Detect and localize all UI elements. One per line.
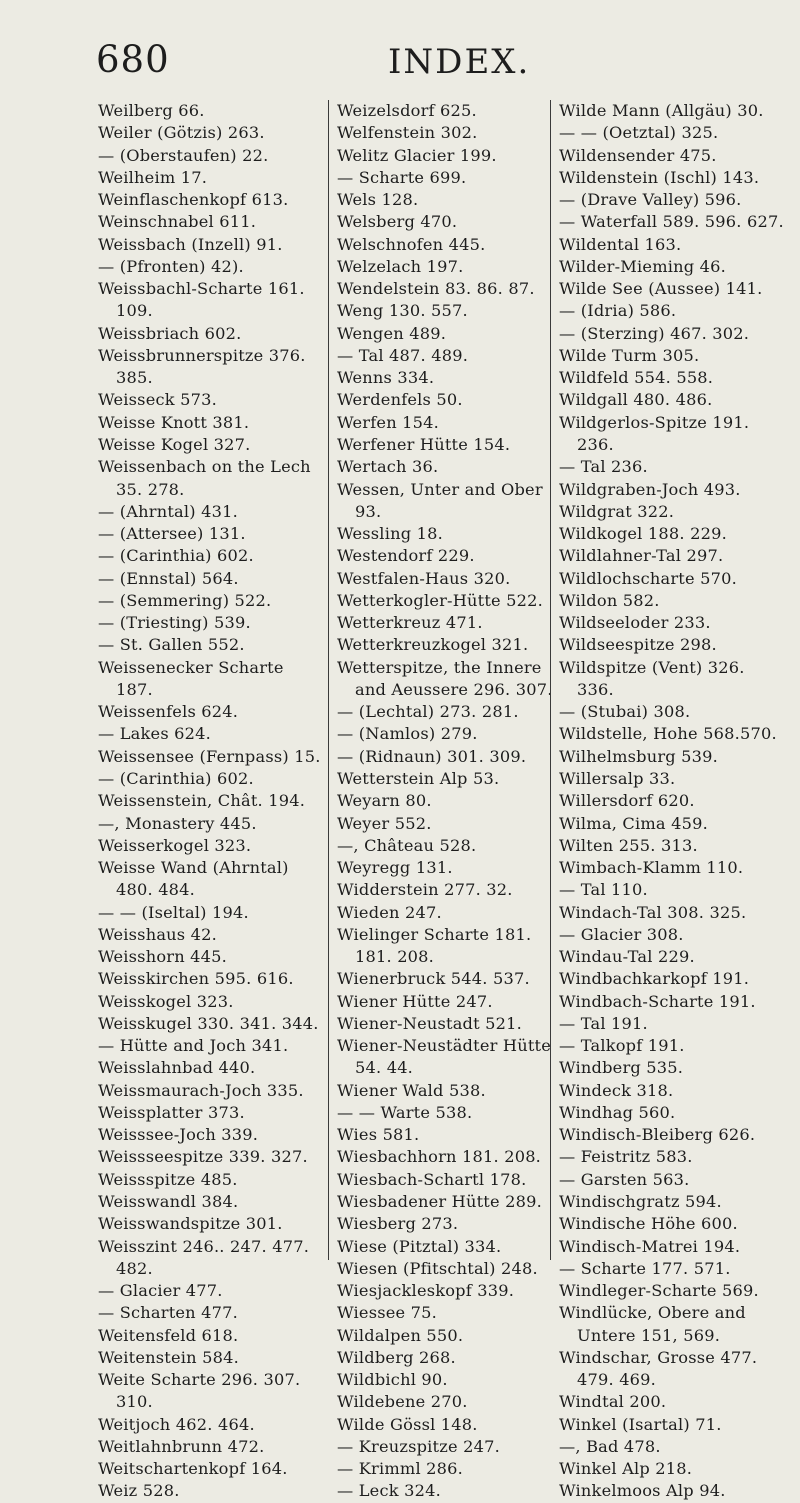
- index-entry: — Glacier 308.: [559, 924, 684, 944]
- index-entry: Wildkogel 188. 229.: [559, 524, 727, 544]
- index-entry: Wiener-Neustadt 521.: [337, 1013, 523, 1033]
- index-entry: Wildebene 270.: [337, 1392, 468, 1412]
- index-entry: —, Monastery 445.: [98, 813, 257, 833]
- index-entry: Weitensfeld 618.: [98, 1325, 239, 1345]
- index-entry: — (Drave Valley) 596.: [559, 190, 742, 210]
- index-entry: Windlücke, Obere and: [559, 1303, 746, 1323]
- index-entry: — Leck 324.: [337, 1481, 441, 1501]
- index-entry: Wildental 163.: [559, 234, 682, 254]
- index-entry: 480. 484.: [116, 880, 196, 900]
- index-entry: Weissplatter 373.: [98, 1102, 245, 1122]
- index-entry: — (Carinthia) 602.: [98, 768, 254, 788]
- index-entry: — — (Iseltal) 194.: [98, 902, 249, 922]
- index-entry: Werfener Hütte 154.: [337, 434, 511, 454]
- index-entry: Weissbriach 602.: [98, 323, 242, 343]
- index-entry: — Scharte 177. 571.: [559, 1258, 731, 1278]
- index-entry: 336.: [577, 679, 614, 699]
- index-entry: Windau-Tal 229.: [559, 947, 695, 967]
- index-entry: Welsberg 470.: [337, 212, 458, 232]
- index-entry: 35. 278.: [116, 479, 185, 499]
- index-entry: Weissbachl-Scharte 161.: [98, 279, 305, 299]
- page-number: 680: [96, 38, 170, 81]
- index-entry: Weisshaus 42.: [98, 924, 217, 944]
- index-entry: Weisse Kogel 327.: [98, 434, 251, 454]
- index-entry: Windbachkarkopf 191.: [559, 969, 750, 989]
- index-entry: Wilde Mann (Allgäu) 30.: [559, 101, 764, 120]
- index-entry: — (Ennstal) 564.: [98, 568, 239, 588]
- index-entry: Wengen 489.: [337, 323, 447, 343]
- index-entry: Weisssee-Joch 339.: [98, 1125, 259, 1145]
- index-entry: — (Sterzing) 467. 302.: [559, 323, 750, 343]
- index-entry: Wieden 247.: [337, 902, 442, 922]
- index-entry: — Garsten 563.: [559, 1169, 690, 1189]
- index-column-1: [98, 100, 320, 1503]
- index-entry: Winkelmoos Alp 94.: [559, 1481, 726, 1501]
- index-entry: — (Ahrntal) 431.: [98, 501, 238, 521]
- index-entry: Windach-Tal 308. 325.: [559, 902, 747, 922]
- index-entry: Wiesbadener Hütte 289.: [337, 1192, 542, 1212]
- index-entry: — (Ridnaun) 301. 309.: [337, 746, 527, 766]
- index-entry: Wildfeld 554. 558.: [559, 368, 714, 388]
- index-entry: Windtal 200.: [559, 1392, 667, 1412]
- index-entry: — Waterfall 589. 596. 627.: [559, 212, 784, 232]
- index-entry: Weinflaschenkopf 613.: [98, 190, 289, 210]
- index-entry: Wilde Gössl 148.: [337, 1414, 478, 1434]
- index-column-2: [328, 100, 559, 1501]
- index-entry: Wildgrat 322.: [559, 501, 675, 521]
- index-entry: — (Lechtal) 273. 281.: [337, 702, 519, 722]
- index-entry: — Feistritz 583.: [559, 1147, 693, 1167]
- index-entry: Wielinger Scharte 181.: [337, 924, 532, 944]
- index-entry: — Glacier 477.: [98, 1281, 223, 1301]
- index-entry: Wildgerlos-Spitze 191.: [559, 412, 750, 432]
- index-entry: Wilma, Cima 459.: [559, 813, 708, 833]
- index-entry: Wildlahner-Tal 297.: [559, 546, 724, 566]
- index-entry: Weisslahnbad 440.: [98, 1058, 256, 1078]
- index-entry: Wels 128.: [337, 190, 419, 210]
- index-entry: Untere 151, 569.: [577, 1325, 721, 1345]
- index-entry: Wildbichl 90.: [337, 1370, 448, 1390]
- index-entry: Weissenfels 624.: [98, 702, 239, 722]
- index-entry: 181. 208.: [355, 947, 435, 967]
- index-entry: Wiesbachhorn 181. 208.: [337, 1147, 542, 1167]
- index-entry: Wildseespitze 298.: [559, 635, 717, 655]
- index-entry: Wiesbach-Schartl 178.: [337, 1169, 527, 1189]
- index-entry: Weilberg 66.: [98, 101, 205, 120]
- index-entry: Weiz 528.: [98, 1481, 180, 1501]
- page-title: INDEX.: [388, 42, 531, 82]
- index-entry: Weitlahnbrunn 472.: [98, 1436, 265, 1456]
- index-entry: — Tal 487. 489.: [337, 345, 469, 365]
- index-entry: Weitjoch 462. 464.: [98, 1414, 255, 1434]
- index-entry: — (Idria) 586.: [559, 301, 677, 321]
- index-entry: — Tal 236.: [559, 457, 648, 477]
- index-entry: Windisch-Bleiberg 626.: [559, 1125, 756, 1145]
- index-entry: Wiesjackleskopf 339.: [337, 1281, 515, 1301]
- index-entry: Wildstelle, Hohe 568.570.: [559, 724, 777, 744]
- index-entry: Weilheim 17.: [98, 167, 208, 187]
- index-entry: — — (Oetztal) 325.: [559, 123, 719, 143]
- index-entry: 385.: [116, 368, 153, 388]
- index-entry: — Lakes 624.: [98, 724, 212, 744]
- index-entry: Windischgratz 594.: [559, 1192, 722, 1212]
- index-entry: Wildon 582.: [559, 590, 660, 610]
- index-entry: Windeck 318.: [559, 1080, 674, 1100]
- index-entry: Wies 581.: [337, 1125, 420, 1145]
- index-entry: Widderstein 277. 32.: [337, 880, 513, 900]
- index-entry: Wetterstein Alp 53.: [337, 768, 500, 788]
- index-entry: 187.: [116, 679, 153, 699]
- index-entry: — (Oberstaufen) 22.: [98, 145, 269, 165]
- index-entry: Wetterkogler-Hütte 522.: [337, 590, 544, 610]
- index-entry: — (Carinthia) 602.: [98, 546, 254, 566]
- index-entry: Wildgall 480. 486.: [559, 390, 713, 410]
- index-entry: Weisskogel 323.: [98, 991, 234, 1011]
- index-entry: — Krimml 286.: [337, 1459, 464, 1479]
- index-entry: Welschnofen 445.: [337, 234, 486, 254]
- index-entry: Weisshorn 445.: [98, 947, 228, 967]
- index-entry: Weissenecker Scharte: [98, 657, 284, 677]
- page-header: [0, 40, 800, 100]
- index-entry: Wiessee 75.: [337, 1303, 437, 1323]
- index-entry: — (Pfronten) 42).: [98, 256, 244, 276]
- index-entry: Weissbrunnerspitze 376.: [98, 345, 306, 365]
- index-entry: Weissspitze 485.: [98, 1169, 238, 1189]
- index-entry: — Kreuzspitze 247.: [337, 1436, 500, 1456]
- index-entry: Weiler (Götzis) 263.: [98, 123, 265, 143]
- index-entry: Wimbach-Klamm 110.: [559, 858, 744, 878]
- index-entry: Wildenstein (Ischl) 143.: [559, 167, 760, 187]
- index-entry: Wilhelmsburg 539.: [559, 746, 719, 766]
- index-entry: Wienerbruck 544. 537.: [337, 969, 530, 989]
- index-entry: — Scharten 477.: [98, 1303, 239, 1323]
- index-entry: Weissenbach on the Lech: [98, 457, 311, 477]
- index-entry: Weisserkogel 323.: [98, 835, 252, 855]
- index-entry: — Tal 191.: [559, 1013, 648, 1033]
- index-entry: — Tal 110.: [559, 880, 648, 900]
- index-entry: Wildensender 475.: [559, 145, 717, 165]
- index-entry: 236.: [577, 434, 614, 454]
- index-entry: — Scharte 699.: [337, 167, 467, 187]
- index-entry: Weissbach (Inzell) 91.: [98, 234, 283, 254]
- index-entry: Windisch-Matrei 194.: [559, 1236, 741, 1256]
- index-entry: Weng 130. 557.: [337, 301, 468, 321]
- index-entry: Winkel (Isartal) 71.: [559, 1414, 722, 1434]
- index-entry: — — Warte 538.: [337, 1102, 473, 1122]
- index-entry: Weite Scharte 296. 307.: [98, 1370, 301, 1390]
- index-entry: — St. Gallen 552.: [98, 635, 245, 655]
- index-entry: Willersdorf 620.: [559, 791, 695, 811]
- index-entry: — (Stubai) 308.: [559, 702, 691, 722]
- index-entry: Weisse Wand (Ahrntal): [98, 858, 289, 878]
- index-entry: Wiener Wald 538.: [337, 1080, 486, 1100]
- index-entry: 310.: [116, 1392, 153, 1412]
- index-entry: Werdenfels 50.: [337, 390, 463, 410]
- index-entry: Wessen, Unter and Ober: [337, 479, 543, 499]
- index-entry: Windbach-Scharte 191.: [559, 991, 756, 1011]
- index-entry: Wildlochscharte 570.: [559, 568, 737, 588]
- index-entry: Weyregg 131.: [337, 858, 453, 878]
- index-entry: 109.: [116, 301, 153, 321]
- index-entry: Weitenstein 584.: [98, 1347, 239, 1367]
- index-entry: Windschar, Grosse 477.: [559, 1347, 758, 1367]
- index-entry: — (Attersee) 131.: [98, 524, 246, 544]
- index-entry: — Hütte and Joch 341.: [98, 1036, 289, 1056]
- index-entry: Welfenstein 302.: [337, 123, 478, 143]
- index-entry: Wildberg 268.: [337, 1347, 456, 1367]
- index-columns: [98, 100, 800, 1501]
- index-entry: Windische Höhe 600.: [559, 1214, 738, 1234]
- index-entry: Wiesberg 273.: [337, 1214, 459, 1234]
- index-entry: and Aeussere 296. 307.: [355, 679, 553, 699]
- index-entry: — Talkopf 191.: [559, 1036, 685, 1056]
- index-entry: Willersalp 33.: [559, 768, 676, 788]
- index-entry: Welzelach 197.: [337, 256, 464, 276]
- index-entry: Weisszint 246.. 247. 477.: [98, 1236, 310, 1256]
- index-entry: Westfalen-Haus 320.: [337, 568, 511, 588]
- index-entry: Wiese (Pitztal) 334.: [337, 1236, 502, 1256]
- index-entry: Wertach 36.: [337, 457, 439, 477]
- index-entry: — (Namlos) 279.: [337, 724, 478, 744]
- index-entry: Windberg 535.: [559, 1058, 684, 1078]
- index-entry: 482.: [116, 1258, 153, 1278]
- index-entry: Weinschnabel 611.: [98, 212, 257, 232]
- index-entry: Wilder-Mieming 46.: [559, 256, 726, 276]
- index-entry: —, Château 528.: [337, 835, 477, 855]
- index-entry: Weyarn 80.: [337, 791, 432, 811]
- index-entry: Wiener Hütte 247.: [337, 991, 493, 1011]
- index-entry: Wetterkreuzkogel 321.: [337, 635, 529, 655]
- index-entry: 93.: [355, 501, 382, 521]
- index-entry: Wilten 255. 313.: [559, 835, 698, 855]
- index-entry: Wetterspitze, the Innere: [337, 657, 542, 677]
- index-entry: Wildgraben-Joch 493.: [559, 479, 741, 499]
- index-entry: Wetterkreuz 471.: [337, 613, 483, 633]
- index-entry: Weissmaurach-Joch 335.: [98, 1080, 304, 1100]
- index-entry: Weizelsdorf 625.: [337, 101, 477, 120]
- index-entry: Weissseespitze 339. 327.: [98, 1147, 308, 1167]
- index-entry: Wildseeloder 233.: [559, 613, 711, 633]
- index-entry: —, Bad 478.: [559, 1436, 661, 1456]
- index-entry: Weitschartenkopf 164.: [98, 1459, 288, 1479]
- index-entry: Wildalpen 550.: [337, 1325, 464, 1345]
- index-entry: Windhag 560.: [559, 1102, 676, 1122]
- index-column-3: [550, 100, 799, 1501]
- index-entry: Weisswandl 384.: [98, 1192, 239, 1212]
- index-entry: 479. 469.: [577, 1370, 657, 1390]
- index-entry: Weisskirchen 595. 616.: [98, 969, 294, 989]
- index-entry: Werfen 154.: [337, 412, 440, 432]
- index-entry: Weisse Knott 381.: [98, 412, 250, 432]
- index-entry: Wiener-Neustädter Hütte: [337, 1036, 552, 1056]
- index-entry: Wendelstein 83. 86. 87.: [337, 279, 535, 299]
- index-entry: — (Triesting) 539.: [98, 613, 251, 633]
- index-entry: Wiesen (Pfitschtal) 248.: [337, 1258, 538, 1278]
- index-entry: 54. 44.: [355, 1058, 414, 1078]
- index-entry: Weissensee (Fernpass) 15.: [98, 746, 321, 766]
- index-entry: Winkel Alp 218.: [559, 1459, 693, 1479]
- index-entry: Weisskugel 330. 341. 344.: [98, 1013, 319, 1033]
- index-entry: Westendorf 229.: [337, 546, 475, 566]
- index-entry: Wildspitze (Vent) 326.: [559, 657, 745, 677]
- index-entry: — (Semmering) 522.: [98, 590, 272, 610]
- index-entry: Wessling 18.: [337, 524, 443, 544]
- index-entry: Wenns 334.: [337, 368, 435, 388]
- index-entry: Wilde Turm 305.: [559, 345, 700, 365]
- index-entry: Weissenstein, Chât. 194.: [98, 791, 306, 811]
- index-entry: Wilde See (Aussee) 141.: [559, 279, 763, 299]
- index-entry: Welitz Glacier 199.: [337, 145, 497, 165]
- index-entry: Weyer 552.: [337, 813, 432, 833]
- index-entry: Windleger-Scharte 569.: [559, 1281, 759, 1301]
- index-entry: Weisswandspitze 301.: [98, 1214, 283, 1234]
- index-entry: Weisseck 573.: [98, 390, 217, 410]
